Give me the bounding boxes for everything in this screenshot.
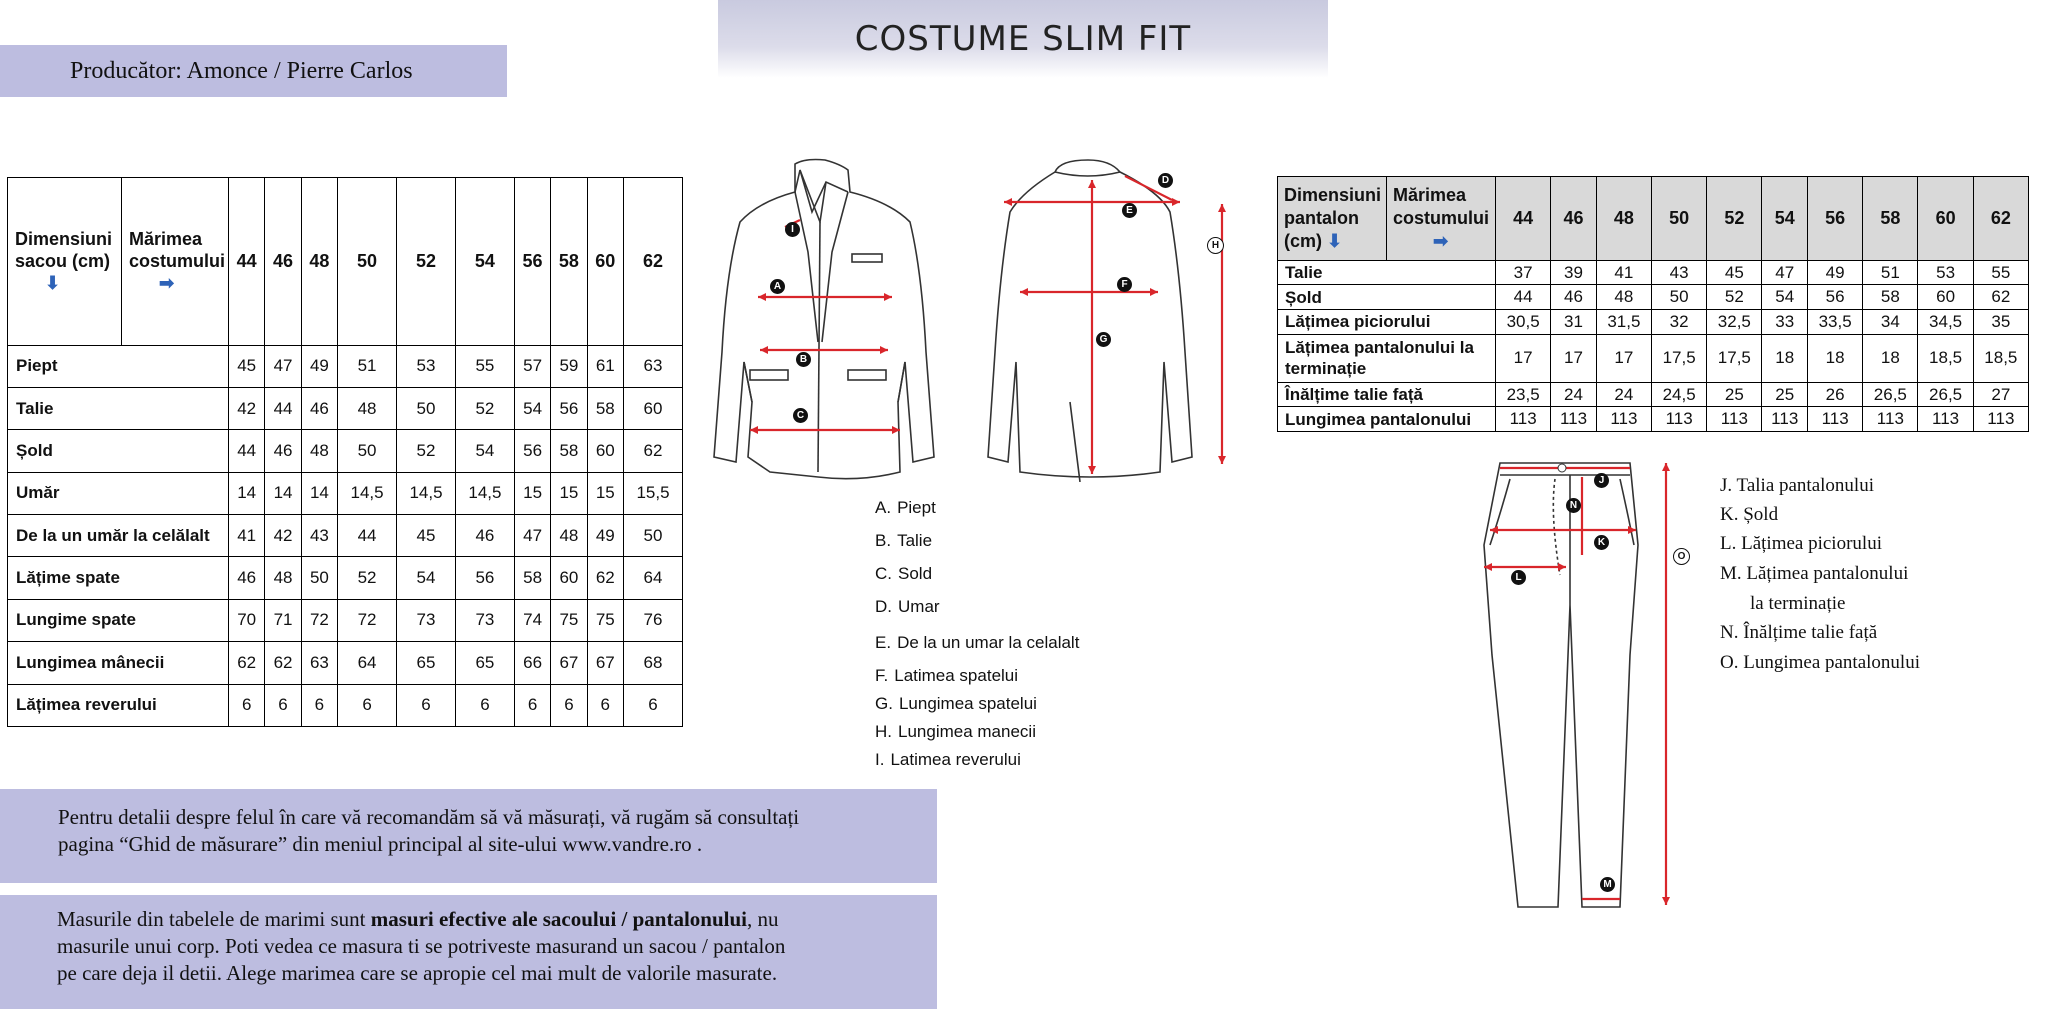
table-cell: 60	[587, 430, 623, 472]
table-cell: 15	[514, 472, 550, 514]
table-cell: 113	[1707, 407, 1762, 432]
jacket-back-diagram	[960, 152, 1240, 482]
legend-text: De la un umar la celalalt	[897, 633, 1080, 652]
table-cell: 32,5	[1707, 310, 1762, 335]
table-cell: 53	[397, 345, 456, 387]
row-label: De la un umăr la celălalt	[8, 515, 229, 557]
legend-letter: H.	[875, 722, 892, 741]
row-label: Umăr	[8, 472, 229, 514]
table-cell: 45	[1707, 260, 1762, 285]
table-cell: 58	[514, 557, 550, 599]
table-cell: 6	[301, 684, 337, 726]
table-cell: 113	[1863, 407, 1918, 432]
marker-h: H	[1207, 237, 1224, 254]
table-cell: 15,5	[623, 472, 682, 514]
marker-n: N	[1566, 498, 1581, 513]
table-cell: 6	[338, 684, 397, 726]
row-label: Lungimea pantalonului	[1278, 407, 1496, 432]
table-cell: 45	[229, 345, 265, 387]
table-cell: 56	[1808, 285, 1863, 310]
header-size-cell	[122, 178, 229, 346]
title-banner	[718, 0, 1328, 78]
marker-i: I	[785, 222, 800, 237]
marker-m: M	[1600, 877, 1615, 892]
note-line: Pentru detalii despre felul în care vă recomandăm să vă măsurați, vă rugăm să consultați	[58, 805, 800, 829]
table-row	[8, 642, 683, 684]
table-cell: 6	[455, 684, 514, 726]
header-size-label: Mărimea costumului	[1393, 184, 1490, 228]
note-line	[57, 906, 880, 933]
table-cell: 48	[1596, 285, 1651, 310]
header-dimension-label: Dimensiuni sacou (cm)	[15, 229, 113, 272]
table-cell: 56	[551, 387, 587, 429]
table-cell: 46	[1551, 285, 1597, 310]
size-header: 52	[1707, 177, 1762, 261]
row-label: Talie	[8, 387, 229, 429]
table-cell: 62	[1973, 285, 2028, 310]
table-cell: 52	[455, 387, 514, 429]
legend-text: Lungimea spatelui	[898, 694, 1037, 713]
table-cell: 14	[301, 472, 337, 514]
table-cell: 33,5	[1808, 310, 1863, 335]
table-cell: 6	[623, 684, 682, 726]
table-row	[1278, 285, 2029, 310]
legend-item: J. Talia pantalonului	[1720, 475, 1874, 496]
size-header: 50	[1652, 177, 1707, 261]
note-text: Masurile din tabelele de marimi sunt	[57, 907, 371, 931]
table-cell: 50	[623, 515, 682, 557]
size-header: 60	[587, 178, 623, 346]
note-bold-text: masuri efective ale sacoului / pantalonului	[370, 907, 748, 931]
table-cell: 14,5	[338, 472, 397, 514]
legend-item	[875, 722, 1036, 742]
legend-letter: C.	[875, 564, 892, 583]
row-label: Șold	[1278, 285, 1496, 310]
table-cell: 24	[1596, 382, 1651, 407]
legend-text: Piept	[897, 498, 936, 517]
measurement-disclaimer-note	[0, 895, 937, 1009]
legend-item	[875, 694, 1037, 714]
table-row	[8, 387, 683, 429]
table-cell: 50	[338, 430, 397, 472]
table-row	[8, 557, 683, 599]
table-cell: 31	[1551, 310, 1597, 335]
table-cell: 48	[301, 430, 337, 472]
marker-g: G	[1096, 332, 1111, 347]
table-cell: 44	[1496, 285, 1551, 310]
table-row	[1278, 334, 2029, 382]
table-cell: 65	[455, 642, 514, 684]
pants-legend	[1720, 475, 2020, 685]
row-label: Lățimea pantalonului la terminație	[1278, 334, 1496, 382]
table-cell: 46	[229, 557, 265, 599]
table-cell: 72	[301, 599, 337, 641]
table-cell: 18	[1863, 334, 1918, 382]
table-cell: 42	[229, 387, 265, 429]
table-cell: 23,5	[1496, 382, 1551, 407]
table-cell: 37	[1496, 260, 1551, 285]
legend-item: L. Lățimea piciorului	[1720, 533, 1882, 554]
table-cell: 52	[338, 557, 397, 599]
table-cell: 17,5	[1652, 334, 1707, 382]
table-cell: 32	[1652, 310, 1707, 335]
marker-k: K	[1594, 535, 1609, 550]
table-cell: 113	[1551, 407, 1597, 432]
pants-size-table	[1277, 176, 2029, 432]
table-cell: 44	[338, 515, 397, 557]
table-row	[8, 472, 683, 514]
table-cell: 17	[1596, 334, 1651, 382]
legend-item: K. Șold	[1720, 504, 1779, 525]
size-header: 58	[1863, 177, 1918, 261]
table-cell: 35	[1973, 310, 2028, 335]
table-row	[8, 430, 683, 472]
table-cell: 14	[229, 472, 265, 514]
row-label: Talie	[1278, 260, 1496, 285]
table-row	[8, 684, 683, 726]
table-cell: 27	[1973, 382, 2028, 407]
table-cell: 30,5	[1496, 310, 1551, 335]
table-cell: 14,5	[455, 472, 514, 514]
jacket-legend	[875, 498, 1105, 773]
legend-text: Latimea spatelui	[894, 666, 1019, 685]
table-cell: 48	[338, 387, 397, 429]
table-cell: 48	[551, 515, 587, 557]
table-cell: 60	[623, 387, 682, 429]
marker-j: J	[1594, 473, 1609, 488]
jacket-size-table	[7, 177, 683, 727]
table-cell: 24,5	[1652, 382, 1707, 407]
table-cell: 47	[514, 515, 550, 557]
table-cell: 43	[301, 515, 337, 557]
marker-a: A	[770, 279, 785, 294]
note-line: masurile unui corp. Poti vedea ce masura ti se potriveste masurand un sacou / pantalon	[57, 934, 786, 958]
table-cell: 14,5	[397, 472, 456, 514]
table-cell: 31,5	[1596, 310, 1651, 335]
row-label: Lățimea piciorului	[1278, 310, 1496, 335]
header-dimension-cell	[8, 178, 122, 346]
row-label: Lungimea mânecii	[8, 642, 229, 684]
legend-text: Talie	[897, 531, 933, 550]
size-header: 44	[1496, 177, 1551, 261]
table-cell: 14	[265, 472, 301, 514]
table-cell: 25	[1762, 382, 1808, 407]
size-header: 48	[301, 178, 337, 346]
table-cell: 33	[1762, 310, 1808, 335]
table-cell: 18	[1762, 334, 1808, 382]
size-header: 62	[623, 178, 682, 346]
table-cell: 113	[1496, 407, 1551, 432]
table-cell: 50	[1652, 285, 1707, 310]
table-cell: 15	[551, 472, 587, 514]
producer-label: Producător: Amonce / Pierre Carlos	[0, 45, 507, 97]
marker-e: E	[1122, 203, 1137, 218]
marker-b: B	[796, 352, 811, 367]
legend-text: Lungimea manecii	[898, 722, 1036, 741]
size-header: 44	[229, 178, 265, 346]
table-cell: 55	[1973, 260, 2028, 285]
table-cell: 17	[1496, 334, 1551, 382]
table-cell: 54	[1762, 285, 1808, 310]
legend-letter: E.	[875, 633, 892, 652]
marker-l: L	[1511, 570, 1526, 585]
table-header-row	[1278, 177, 2029, 261]
size-header: 56	[1808, 177, 1863, 261]
table-cell: 58	[587, 387, 623, 429]
table-cell: 113	[1808, 407, 1863, 432]
table-cell: 52	[1707, 285, 1762, 310]
table-cell: 6	[229, 684, 265, 726]
table-cell: 49	[587, 515, 623, 557]
legend-item: O. Lungimea pantalonului	[1720, 652, 1920, 673]
table-cell: 62	[587, 557, 623, 599]
table-cell: 26	[1808, 382, 1863, 407]
table-cell: 76	[623, 599, 682, 641]
size-header: 50	[338, 178, 397, 346]
legend-letter: G.	[875, 694, 893, 713]
table-cell: 62	[623, 430, 682, 472]
table-cell: 26,5	[1918, 382, 1973, 407]
legend-text: Sold	[898, 564, 933, 583]
legend-text: Latimea reverului	[890, 750, 1021, 769]
table-cell: 113	[1918, 407, 1973, 432]
table-cell: 113	[1973, 407, 2028, 432]
table-cell: 63	[623, 345, 682, 387]
table-cell: 34	[1863, 310, 1918, 335]
table-cell: 46	[301, 387, 337, 429]
table-cell: 60	[1918, 285, 1973, 310]
row-label: Înălțime talie față	[1278, 382, 1496, 407]
legend-item	[875, 597, 940, 617]
legend-letter: F.	[875, 666, 889, 685]
table-cell: 71	[265, 599, 301, 641]
table-cell: 113	[1596, 407, 1651, 432]
page-title: COSTUME SLIM FIT	[854, 19, 1192, 59]
table-cell: 47	[1762, 260, 1808, 285]
legend-text: Umar	[898, 597, 940, 616]
measuring-guide-note	[0, 789, 937, 883]
marker-o: O	[1673, 548, 1690, 565]
legend-item	[875, 531, 932, 551]
size-header: 60	[1918, 177, 1973, 261]
legend-item: N. Înălțime talie față	[1720, 622, 1878, 643]
jacket-front-diagram	[700, 152, 950, 482]
table-cell: 52	[397, 430, 456, 472]
legend-item: la terminație	[1750, 593, 1846, 614]
legend-letter: I.	[875, 750, 885, 769]
table-cell: 50	[397, 387, 456, 429]
legend-item: M. Lățimea pantalonului	[1720, 563, 1909, 584]
legend-item	[875, 666, 1018, 686]
table-cell: 46	[265, 430, 301, 472]
arrow-down-icon: ⬇	[45, 273, 61, 294]
size-header: 56	[514, 178, 550, 346]
table-cell: 6	[551, 684, 587, 726]
legend-letter: D.	[875, 597, 892, 616]
table-cell: 51	[1863, 260, 1918, 285]
table-cell: 26,5	[1863, 382, 1918, 407]
table-header-row	[8, 178, 683, 346]
table-cell: 57	[514, 345, 550, 387]
table-cell: 68	[623, 642, 682, 684]
table-cell: 72	[338, 599, 397, 641]
pants-diagram	[1470, 455, 1700, 915]
row-label: Lățime spate	[8, 557, 229, 599]
table-cell: 46	[455, 515, 514, 557]
table-cell: 66	[514, 642, 550, 684]
table-cell: 75	[551, 599, 587, 641]
table-cell: 58	[1863, 285, 1918, 310]
table-cell: 15	[587, 472, 623, 514]
table-cell: 56	[455, 557, 514, 599]
note-text: , nu	[747, 907, 779, 931]
table-cell: 58	[551, 430, 587, 472]
table-cell: 47	[265, 345, 301, 387]
table-cell: 49	[1808, 260, 1863, 285]
header-dimension-label: Dimensiuni pantalon (cm)	[1284, 184, 1382, 251]
table-cell: 17	[1551, 334, 1597, 382]
table-cell: 44	[265, 387, 301, 429]
legend-item	[875, 750, 1021, 770]
table-cell: 48	[265, 557, 301, 599]
table-cell: 74	[514, 599, 550, 641]
legend-item	[875, 633, 1079, 653]
header-size-cell	[1387, 177, 1496, 261]
size-header: 48	[1596, 177, 1651, 261]
row-label: Lățimea reverului	[8, 684, 229, 726]
legend-letter: B.	[875, 531, 892, 550]
table-cell: 54	[514, 387, 550, 429]
table-cell: 61	[587, 345, 623, 387]
table-cell: 18,5	[1918, 334, 1973, 382]
table-cell: 45	[397, 515, 456, 557]
table-cell: 62	[229, 642, 265, 684]
table-cell: 43	[1652, 260, 1707, 285]
table-cell: 113	[1762, 407, 1808, 432]
table-cell: 73	[455, 599, 514, 641]
size-header: 52	[397, 178, 456, 346]
arrow-right-icon: ➡	[159, 273, 175, 294]
table-cell: 60	[551, 557, 587, 599]
table-row	[1278, 310, 2029, 335]
table-cell: 50	[301, 557, 337, 599]
legend-letter: A.	[875, 498, 892, 517]
size-header: 54	[455, 178, 514, 346]
header-size-label: Mărimea costumului	[129, 229, 226, 272]
marker-f: F	[1117, 277, 1132, 292]
row-label: Piept	[8, 345, 229, 387]
table-cell: 55	[455, 345, 514, 387]
table-row	[1278, 260, 2029, 285]
size-header: 46	[265, 178, 301, 346]
table-cell: 75	[587, 599, 623, 641]
size-header: 46	[1551, 177, 1597, 261]
table-cell: 56	[514, 430, 550, 472]
table-cell: 67	[587, 642, 623, 684]
table-cell: 18,5	[1973, 334, 2028, 382]
marker-c: C	[793, 408, 808, 423]
legend-item	[875, 564, 932, 584]
table-row	[1278, 382, 2029, 407]
table-cell: 34,5	[1918, 310, 1973, 335]
arrow-right-icon: ➡	[1433, 230, 1449, 251]
table-cell: 24	[1551, 382, 1597, 407]
row-label: Lungime spate	[8, 599, 229, 641]
table-cell: 70	[229, 599, 265, 641]
table-cell: 39	[1551, 260, 1597, 285]
table-cell: 113	[1652, 407, 1707, 432]
arrow-down-icon: ⬇	[1327, 230, 1343, 251]
table-cell: 41	[1596, 260, 1651, 285]
note-line: pagina “Ghid de măsurare” din meniul principal al site-ului www.vandre.ro .	[58, 832, 703, 856]
table-cell: 42	[265, 515, 301, 557]
table-cell: 6	[587, 684, 623, 726]
table-cell: 49	[301, 345, 337, 387]
table-cell: 62	[265, 642, 301, 684]
table-row	[1278, 407, 2029, 432]
table-cell: 73	[397, 599, 456, 641]
table-cell: 65	[397, 642, 456, 684]
size-header: 62	[1973, 177, 2028, 261]
size-header: 54	[1762, 177, 1808, 261]
table-cell: 54	[397, 557, 456, 599]
legend-item	[875, 498, 936, 518]
table-row	[8, 345, 683, 387]
size-header: 58	[551, 178, 587, 346]
row-label: Șold	[8, 430, 229, 472]
table-cell: 18	[1808, 334, 1863, 382]
table-cell: 64	[623, 557, 682, 599]
table-cell: 63	[301, 642, 337, 684]
table-cell: 51	[338, 345, 397, 387]
table-cell: 64	[338, 642, 397, 684]
note-line: pe care deja il detii. Alege marimea care se apropie cel mai mult de valorile masurate.	[57, 961, 778, 985]
table-cell: 59	[551, 345, 587, 387]
table-cell: 6	[397, 684, 456, 726]
table-cell: 6	[514, 684, 550, 726]
table-cell: 67	[551, 642, 587, 684]
table-cell: 54	[455, 430, 514, 472]
table-cell: 41	[229, 515, 265, 557]
header-dimension-cell	[1278, 177, 1387, 261]
table-cell: 44	[229, 430, 265, 472]
table-cell: 17,5	[1707, 334, 1762, 382]
table-cell: 25	[1707, 382, 1762, 407]
table-cell: 53	[1918, 260, 1973, 285]
table-cell: 6	[265, 684, 301, 726]
marker-d: D	[1158, 173, 1173, 188]
table-row	[8, 599, 683, 641]
table-row	[8, 515, 683, 557]
